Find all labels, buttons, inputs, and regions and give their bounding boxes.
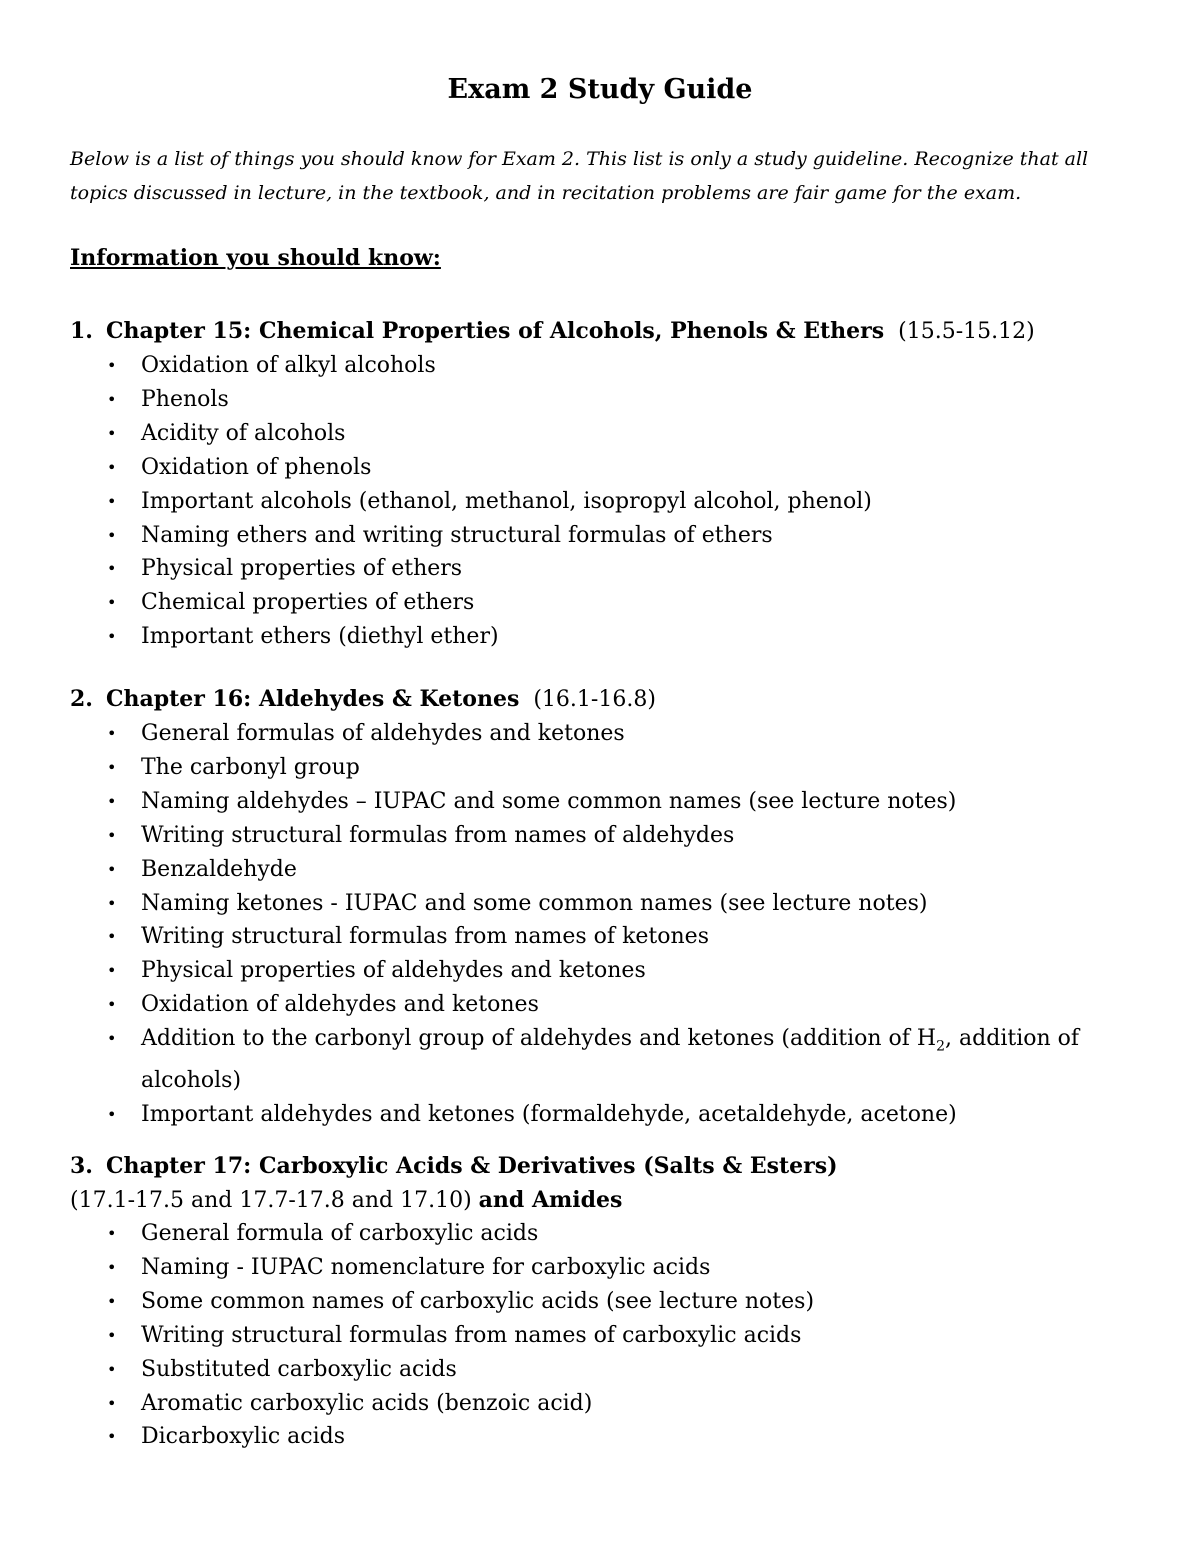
subscript: 2: [936, 1038, 946, 1055]
chapter-heading: [70, 314, 1150, 349]
bullet-icon: •: [107, 356, 117, 375]
list-item: • Aromatic carboxylic acids (benzoic acid): [70, 1387, 1150, 1421]
bullet-icon: •: [107, 893, 117, 913]
chapter-number: 3.: [70, 1153, 93, 1179]
chapter-number: 1.: [70, 318, 93, 344]
bullet-icon: •: [107, 1029, 117, 1049]
bullet-icon: •: [107, 491, 117, 511]
list-item: • Naming - IUPAC nomenclature for carboxylic acids: [70, 1251, 1150, 1285]
chapter-range: (15.5-15.12): [898, 319, 1035, 344]
intro-paragraph: Below is a list of things you should know for Exam 2. This list is only a study guideline. Recognize that all topics discussed in lecture, in the textbook, and in recitation problems are fair game for the exam.: [70, 148, 1089, 204]
bullet-icon: •: [107, 1427, 117, 1447]
bullet-icon: •: [107, 1105, 117, 1125]
bullet-icon: •: [107, 525, 117, 545]
topic-list: [70, 1217, 1150, 1454]
list-item: • Writing structural formulas from names of carboxylic acids: [70, 1319, 1150, 1353]
list-item: • Oxidation of phenols: [70, 451, 1150, 485]
bullet-icon: •: [107, 389, 117, 409]
list-item: • Writing structural formulas from names of ketones: [70, 920, 1150, 954]
list-item: • Substituted carboxylic acids: [70, 1353, 1150, 1387]
list-item: • Benzaldehyde: [70, 853, 1150, 887]
bullet-icon: •: [107, 457, 117, 477]
list-item: • Addition to the carbonyl group of aldehydes and ketones (addition of $H_2$, addition of alcohols): [70, 1022, 1150, 1098]
list-item: • Acidity of alcohols: [70, 417, 1150, 451]
bullet-icon: •: [107, 1393, 117, 1413]
list-item: • Physical properties of ethers: [70, 552, 1150, 586]
chapter-range: (16.1-16.8): [533, 687, 656, 712]
chapter-section-15: [70, 314, 1150, 654]
chapter-section-16: [70, 682, 1150, 1132]
list-item: • Important ethers (diethyl ether): [70, 620, 1150, 654]
chapter-range-suffix: and Amides: [478, 1187, 623, 1213]
bullet-icon: •: [107, 1291, 117, 1311]
bullet-icon: •: [107, 825, 117, 845]
list-item: • Writing structural formulas from names of aldehydes: [70, 819, 1150, 853]
list-item: • Important aldehydes and ketones (formaldehyde, acetaldehyde, acetone): [70, 1098, 1150, 1132]
chapter-number: 2.: [70, 686, 93, 712]
bullet-icon: •: [107, 757, 117, 777]
bullet-icon: •: [107, 859, 117, 879]
list-item: • Dicarboxylic acids: [70, 1420, 1150, 1454]
list-item: • Naming aldehydes – IUPAC and some common names (see lecture notes): [70, 785, 1150, 819]
bullet-icon: •: [107, 593, 117, 613]
bullet-icon: •: [107, 423, 117, 443]
list-item: • Oxidation of aldehydes and ketones: [70, 988, 1150, 1022]
topic-list: [70, 717, 1150, 1132]
list-item: • Phenols: [70, 383, 1150, 417]
bullet-icon: •: [107, 961, 117, 981]
chapter-range: (17.1-17.5 and 17.7-17.8 and 17.10): [70, 1188, 472, 1213]
list-item: • Naming ethers and writing structural formulas of ethers: [70, 519, 1150, 553]
chapter-subheading: [70, 1184, 1150, 1217]
list-item: • Physical properties of aldehydes and ketones: [70, 954, 1150, 988]
bullet-icon: •: [107, 1325, 117, 1345]
topic-list: [70, 349, 1150, 654]
page-title: Exam 2 Study Guide: [447, 74, 753, 105]
chapter-name: Chapter 16: Aldehydes & Ketones: [106, 686, 520, 712]
list-item: • Some common names of carboxylic acids (see lecture notes): [70, 1285, 1150, 1319]
bullet-icon: •: [107, 927, 117, 947]
bullet-icon: •: [107, 559, 117, 579]
chapter-section-17: [70, 1149, 1150, 1454]
bullet-icon: •: [107, 791, 117, 811]
list-item: • Oxidation of alkyl alcohols: [70, 349, 1150, 383]
info-heading: Information you should know:: [70, 245, 441, 271]
bullet-icon: •: [107, 1359, 117, 1379]
list-item: • General formulas of aldehydes and ketones: [70, 717, 1150, 751]
list-item: • Important alcohols (ethanol, methanol, isopropyl alcohol, phenol): [70, 485, 1150, 519]
bullet-icon: •: [107, 627, 117, 647]
chapter-name: Chapter 17: Carboxylic Acids & Derivatives (Salts & Esters): [106, 1153, 838, 1179]
bullet-icon: •: [107, 1224, 117, 1243]
list-item: • The carbonyl group: [70, 751, 1150, 785]
chapter-heading: [70, 682, 1150, 717]
bullet-icon: •: [107, 995, 117, 1015]
chapter-heading: [70, 1149, 1150, 1184]
bullet-icon: •: [107, 1257, 117, 1277]
list-item: • General formula of carboxylic acids: [70, 1217, 1150, 1251]
list-item: • Chemical properties of ethers: [70, 586, 1150, 620]
list-item: • Naming ketones - IUPAC and some common names (see lecture notes): [70, 887, 1150, 921]
bullet-icon: •: [107, 724, 117, 743]
chapter-name: Chapter 15: Chemical Properties of Alcohols, Phenols & Ethers: [106, 318, 885, 344]
